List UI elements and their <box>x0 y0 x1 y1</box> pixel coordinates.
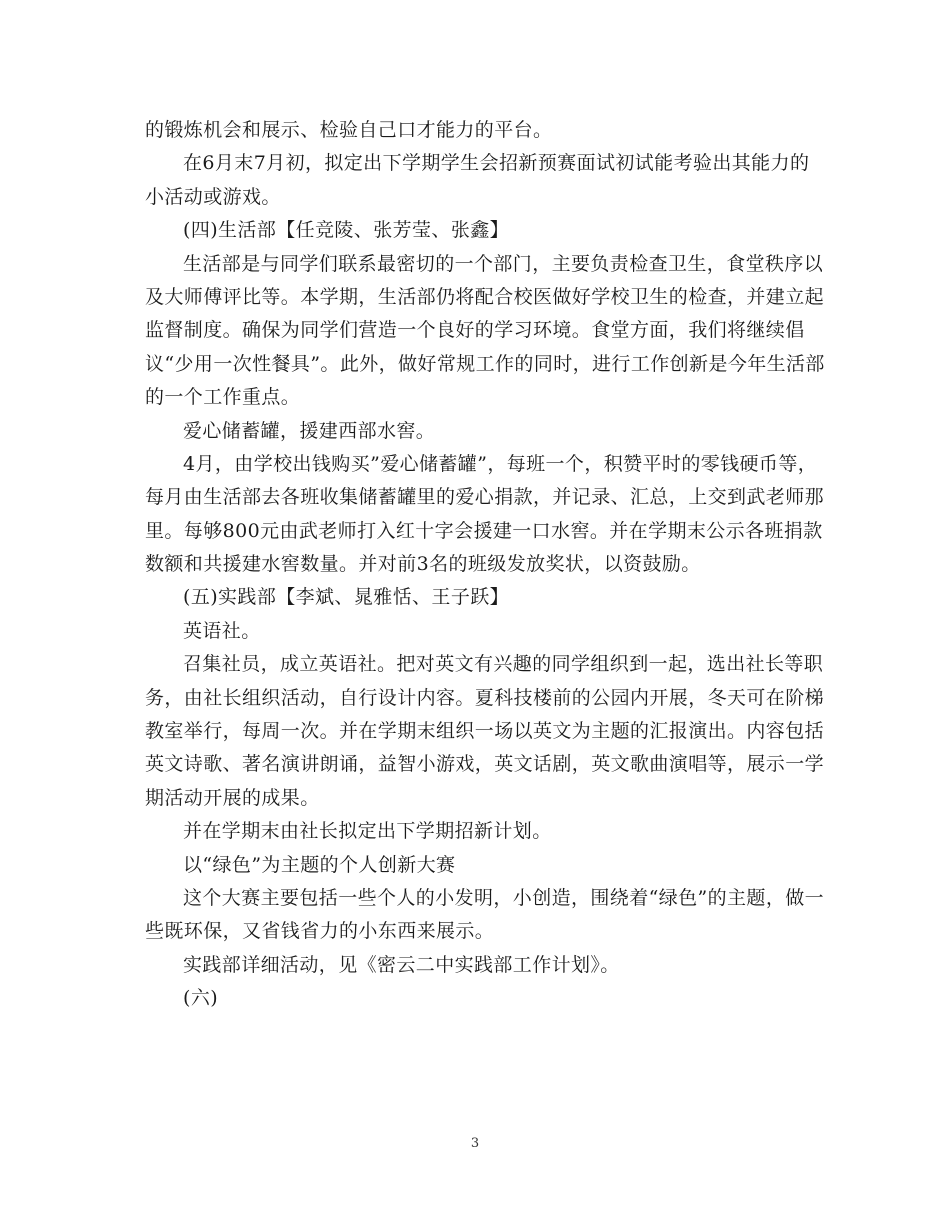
text-line: 4月，由学校出钱购买”爱心储蓄罐”，每班一个，积赞平时的零钱硬币等， <box>183 452 818 475</box>
text-line: (四)生活部【任竞陵、张芳莹、张鑫】 <box>183 219 510 242</box>
text-line: (六) <box>183 987 219 1010</box>
text-line: 的一个工作重点。 <box>145 386 301 409</box>
text-line: 并在学期末由社长拟定出下学期招新计划。 <box>183 820 552 843</box>
document-body <box>145 114 825 1016</box>
text-line: 这个大赛主要包括一些个人的小发明，小创造，围绕着“绿色”的主题，做一 <box>183 886 825 909</box>
text-line: 议“少用一次性餐具”。此外，做好常规工作的同时，进行工作创新是今年生活部 <box>145 352 825 375</box>
text-line: 英文诗歌、著名演讲朗诵，益智小游戏，英文话剧，英文歌曲演唱等，展示一学 <box>145 753 825 776</box>
text-line: (五)实践部【李斌、晁雅恬、王子跃】 <box>183 586 510 609</box>
text-line: 教室举行，每周一次。并在学期末组织一场以英文为主题的汇报演出。内容包括 <box>145 720 825 743</box>
text-line: 生活部是与同学们联系最密切的一个部门，主要负责检查卫生，食堂秩序以 <box>183 252 824 275</box>
text-line: 的锻炼机会和展示、检验自己口才能力的平台。 <box>145 119 553 141</box>
text-line: 在6月末7月初，拟定出下学期学生会招新预赛面试初试能考验出其能力的 <box>183 152 810 175</box>
text-line: 些既环保，又省钱省力的小东西来展示。 <box>145 920 495 943</box>
text-line: 监督制度。确保为同学们营造一个良好的学习环境。食堂方面，我们将继续倡 <box>145 319 805 342</box>
text-line: 英语社。 <box>183 619 261 642</box>
text-line: 实践部详细活动，见《密云二中实践部工作计划》。 <box>183 953 620 976</box>
text-line: 每月由生活部去各班收集储蓄罐里的爱心捐款，并记录、汇总，上交到武老师那 <box>145 486 825 509</box>
text-line: 爱心储蓄罐，援建西部水窖。 <box>183 419 436 442</box>
text-line: 以“绿色”为主题的个人创新大赛 <box>183 853 456 876</box>
text-line: 数额和共援建水窖数量。并对前3名的班级发放奖状，以资鼓励。 <box>145 553 701 576</box>
text-line: 小活动或游戏。 <box>145 185 281 208</box>
text-line: 召集社员，成立英语社。把对英文有兴趣的同学组织到一起，选出社长等职 <box>183 653 824 676</box>
page-number: 3 <box>470 1136 480 1151</box>
text-line: 里。每够800元由武老师打入红十字会援建一口水窖。并在学期末公示各班捐款 <box>145 519 823 542</box>
text-line: 期活动开展的成果。 <box>145 786 320 809</box>
text-line: 务，由社长组织活动，自行设计内容。夏科技楼前的公园内开展，冬天可在阶梯 <box>145 686 825 709</box>
text-line: 及大师傅评比等。本学期，生活部仍将配合校医做好学校卫生的检查，并建立起 <box>145 285 825 308</box>
